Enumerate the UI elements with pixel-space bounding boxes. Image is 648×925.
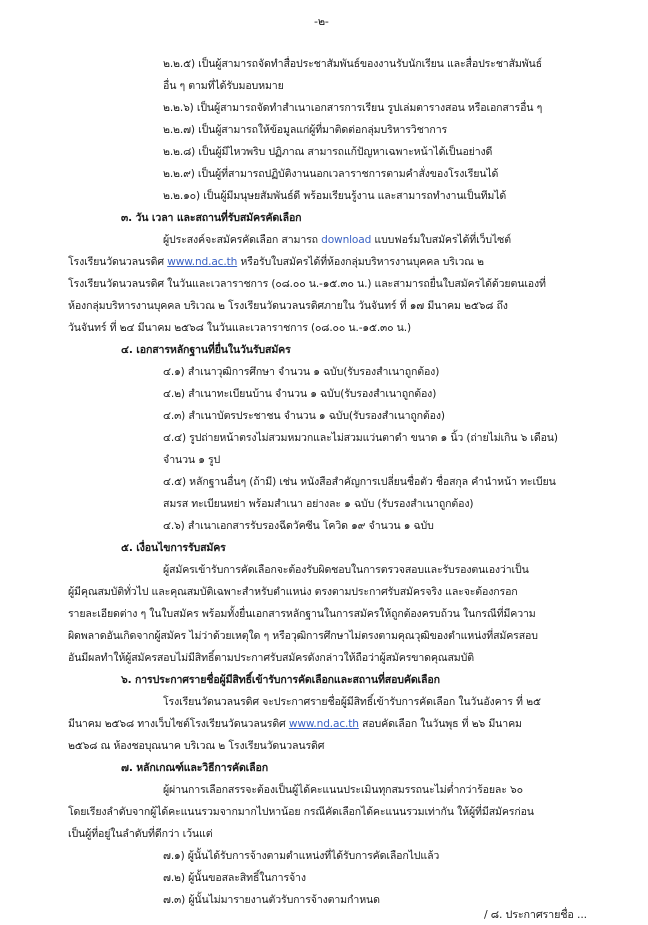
exception-item: ๗.๓) ผู้นั้นไม่มารายงานตัวรับการจ้างตามกำหนด: [163, 894, 380, 906]
section-6-text: สอบคัดเลือก ในวันพุธ ที่ ๒๖ มีนาคม: [358, 718, 522, 730]
qualification-item: ๒.๒.๙) เป็นผู้ที่สามารถปฏิบัติงานนอกเวลาราชการตามคำสั่งของโรงเรียนได้: [163, 168, 499, 180]
qualification-item: ๒.๒.๗) เป็นผู้สามารถให้ข้อมูลแก่ผู้ที่มาติดต่อกลุ่มบริหารวิชาการ: [163, 124, 448, 136]
section-7-heading: ๗. หลักเกณฑ์และวิธีการคัดเลือก: [121, 762, 268, 774]
qualification-item: ๒.๒.๑๐) เป็นผู้มีมนุษยสัมพันธ์ดี พร้อมเรียนรู้งาน และสามารถทำงานเป็นทีมได้: [163, 190, 507, 202]
section-5-heading: ๕. เงื่อนไขการรับสมัคร: [121, 542, 226, 554]
section-3-line: [163, 233, 511, 248]
document-item: ๔.๖) สำเนาเอกสารรับรองฉีดวัคซีน โควิด ๑๙ จำนวน ๑ ฉบับ: [163, 520, 434, 532]
section-5-line: อันมีผลทำให้ผู้สมัครสอบไม่มีสิทธิ์ตามประกาศรับสมัครดังกล่าวให้ถือว่าผู้สมัครขาดคุณสมบัติ: [68, 652, 474, 664]
section-6-line: ๒๕๖๘ ณ ห้องชอบุณนาค บริเวณ ๒ โรงเรียนวัดนวลนรดิศ: [68, 740, 325, 752]
section-6-text: มีนาคม ๒๕๖๘ ทางเว็บไซต์โรงเรียนวัดนวลนรดิศ: [68, 718, 289, 730]
section-3-text: ผู้ประสงค์จะสมัครคัดเลือก สามารถ: [163, 234, 322, 246]
website-link[interactable]: www.nd.ac.th: [167, 256, 238, 268]
section-6-line: [68, 717, 522, 732]
section-3-line: โรงเรียนวัดนวลนรดิศ ในวันและเวลาราชการ (๐๘.๐๐ น.-๑๕.๓๐ น.) และสามารถยื่นใบสมัครได้ด้วยตนเองที่: [68, 278, 546, 290]
section-5-line: รายละเอียดต่าง ๆ ในใบสมัคร พร้อมทั้งยื่นเอกสารหลักฐานในการสมัครให้ถูกต้องครบถ้วน ในกรณีที่มีความ: [68, 608, 536, 620]
section-3-text: โรงเรียนวัดนวลนรดิศ: [68, 256, 168, 268]
document-item: ๔.๓) สำเนาบัตรประชาชน จำนวน ๑ ฉบับ(รับรองสำเนาถูกต้อง): [163, 410, 445, 422]
qualification-item: ๒.๒.๖) เป็นผู้สามารถจัดทำสำเนาเอกสารการเรียน รูปเล่มตารางสอน หรือเอกสารอื่น ๆ: [163, 102, 543, 114]
page-number: -๒-: [314, 15, 329, 28]
document-item: สมรส ทะเบียนหย่า พร้อมสำเนา อย่างละ ๑ ฉบับ (รับรองสำเนาถูกต้อง): [163, 498, 474, 510]
document-item: ๔.๑) สำเนาวุฒิการศึกษา จำนวน ๑ ฉบับ(รับรองสำเนาถูกต้อง): [163, 366, 440, 378]
section-5-line: ผู้สมัครเข้ารับการคัดเลือกจะต้องรับผิดชอบในการตรวจสอบและรับรองตนเองว่าเป็น: [163, 564, 529, 576]
section-7-line: โดยเรียงลำดับจากผู้ได้คะแนนรวมจากมากไปหาน้อย กรณีคัดเลือกได้คะแนนรวมเท่ากัน ให้ผู้ที่มีสมัครก่อน: [68, 806, 534, 818]
exception-item: ๗.๑) ผู้นั้นได้รับการจ้างตามตำแหน่งที่ได้รับการคัดเลือกไปแล้ว: [163, 850, 440, 862]
section-3-line: [68, 255, 484, 270]
section-5-line: ผู้มีคุณสมบัติทั่วไป และคุณสมบัติเฉพาะสำหรับตำแหน่ง ตรงตามประกาศรับสมัครจริง และจะต้องกรอก: [68, 586, 518, 598]
document-item: ๔.๕) หลักฐานอื่นๆ (ถ้ามี) เช่น หนังสือสำคัญการเปลี่ยนชื่อตัว ชื่อสกุล คำนำหน้า ทะเบียน: [163, 476, 556, 488]
qualification-item: ๒.๒.๘) เป็นผู้มีไหวพริบ ปฏิภาณ สามารถแก้ปัญหาเฉพาะหน้าได้เป็นอย่างดี: [163, 146, 493, 158]
section-3-text: หรือรับใบสมัครได้ที่ห้องกลุ่มบริหารงานบุคคล บริเวณ ๒: [237, 256, 484, 268]
qualification-item: อื่น ๆ ตามที่ได้รับมอบหมาย: [163, 80, 284, 92]
section-6-line: โรงเรียนวัดนวลนรดิศ จะประกาศรายชื่อผู้มีสิทธิ์เข้ารับการคัดเลือก ในวันอังคาร ที่ ๒๕: [163, 696, 541, 708]
section-5-line: ผิดพลาดอันเกิดจากผู้สมัคร ไม่ว่าด้วยเหตุใด ๆ หรือวุฒิการศึกษาไม่ตรงตามคุณวุฒิของตำแหน่งที่สมัครสอบ: [68, 630, 538, 642]
download-link[interactable]: download: [321, 234, 372, 246]
website-link[interactable]: www.nd.ac.th: [288, 718, 359, 730]
section-3-text: แบบฟอร์มใบสมัครได้ที่เว็บไซต์: [371, 234, 511, 246]
section-3-line: วันจันทร์ ที่ ๒๔ มีนาคม ๒๕๖๘ ในวันและเวลาราชการ (๐๘.๐๐ น.-๑๕.๓๐ น.): [68, 322, 411, 334]
exception-item: ๗.๒) ผู้นั้นขอสละสิทธิ์ในการจ้าง: [163, 872, 306, 884]
section-3-line: ห้องกลุ่มบริหารงานบุคคล บริเวณ ๒ โรงเรียนวัดนวลนรดิศภายใน วันจันทร์ ที่ ๑๗ มีนาคม ๒๕๖๘ ถึง: [68, 300, 508, 312]
document-item: จำนวน ๑ รูป: [163, 454, 221, 466]
document-item: ๔.๒) สำเนาทะเบียนบ้าน จำนวน ๑ ฉบับ(รับรองสำเนาถูกต้อง): [163, 388, 437, 400]
continuation-marker: / ๘. ประกาศรายชื่อ ...: [484, 908, 587, 921]
document-item: ๔.๔) รูปถ่ายหน้าตรงไม่สวมหมวกและไม่สวมแว่นตาดำ ขนาด ๑ นิ้ว (ถ่ายไม่เกิน ๖ เดือน): [163, 432, 558, 444]
section-4-heading: ๔. เอกสารหลักฐานที่ยื่นในวันรับสมัคร: [121, 344, 291, 356]
qualification-item: ๒.๒.๕) เป็นผู้สามารถจัดทำสื่อประชาสัมพันธ์ของงานรับนักเรียน และสื่อประชาสัมพันธ์: [163, 58, 542, 70]
section-3-heading: ๓. วัน เวลา และสถานที่รับสมัครคัดเลือก: [121, 212, 302, 224]
section-6-heading: ๖. การประกาศรายชื่อผู้มีสิทธิ์เข้ารับการคัดเลือกและสถานที่สอบคัดเลือก: [121, 674, 440, 686]
section-7-line: ผู้ผ่านการเลือกสรรจะต้องเป็นผู้ได้คะแนนประเมินทุกสมรรถนะไม่ต่ำกว่าร้อยละ ๖๐: [163, 784, 523, 796]
section-7-line: เป็นผู้ที่อยู่ในลำดับที่ดีกว่า เว้นแต่: [68, 828, 213, 840]
